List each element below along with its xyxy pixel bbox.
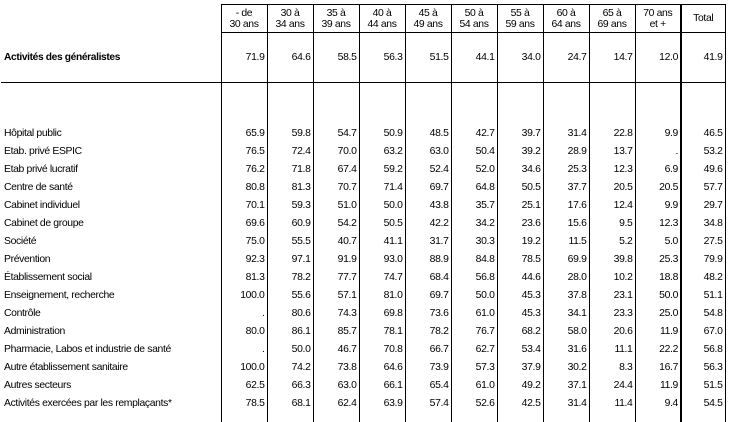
- cell-value: 49.2: [497, 376, 543, 394]
- cell-value: 27.5: [681, 232, 725, 250]
- cell-value: 50.0: [451, 286, 497, 304]
- cell-value: 39.8: [589, 250, 635, 268]
- cell-value: 42.5: [497, 394, 543, 412]
- cell-value: 67.4: [313, 160, 359, 178]
- cell-value: 57.4: [405, 394, 451, 412]
- cell-value: 68.4: [405, 268, 451, 286]
- cell-value: 52.4: [405, 160, 451, 178]
- cell-value: 16.7: [635, 358, 681, 376]
- cell-value: 74.3: [313, 304, 359, 322]
- cell-value: 5.2: [589, 232, 635, 250]
- cell-value: 64.6: [359, 358, 405, 376]
- cell-value: 28.9: [543, 142, 589, 160]
- row-label: Etab privé lucratif: [1, 160, 221, 178]
- column-header: 45 à 49 ans: [405, 5, 451, 33]
- spacer-row: [1, 83, 725, 125]
- cell-value: 11.9: [635, 322, 681, 340]
- cell-value: 23.6: [497, 214, 543, 232]
- cell-value: 62.5: [221, 376, 267, 394]
- cell-value: 30.3: [451, 232, 497, 250]
- cell-value: 20.5: [589, 178, 635, 196]
- cell-value: 57.7: [681, 178, 725, 196]
- header-row: [1, 5, 725, 33]
- table-row: [1, 232, 725, 250]
- table-row: [1, 340, 725, 358]
- cell-value: 52.0: [451, 160, 497, 178]
- cell-value: 66.3: [267, 376, 313, 394]
- summary-value: 71.9: [221, 33, 267, 83]
- cell-value: 11.5: [543, 232, 589, 250]
- cell-value: 63.0: [313, 376, 359, 394]
- cell-value: 19.2: [497, 232, 543, 250]
- column-header: 40 à 44 ans: [359, 5, 405, 33]
- cell-value: 88.9: [405, 250, 451, 268]
- cell-value: 53.2: [681, 142, 725, 160]
- summary-row: [1, 33, 725, 83]
- summary-label: Activités des généralistes: [1, 33, 221, 83]
- cell-value: 30.2: [543, 358, 589, 376]
- cell-value: 72.4: [267, 142, 313, 160]
- cell-value: 59.8: [267, 124, 313, 142]
- cell-value: 80.6: [267, 304, 313, 322]
- table-row: [1, 124, 725, 142]
- cell-value: 55.5: [267, 232, 313, 250]
- cell-value: 76.2: [221, 160, 267, 178]
- cell-value: 70.8: [359, 340, 405, 358]
- summary-value: 34.0: [497, 33, 543, 83]
- cell-value: 93.0: [359, 250, 405, 268]
- cell-value: 37.8: [543, 286, 589, 304]
- cell-value: 91.9: [313, 250, 359, 268]
- cell-value: 40.7: [313, 232, 359, 250]
- cell-value: 10.2: [589, 268, 635, 286]
- row-label: Autres secteurs: [1, 376, 221, 394]
- row-label: Cabinet individuel: [1, 196, 221, 214]
- cell-value: 23.3: [589, 304, 635, 322]
- cell-value: 62.7: [451, 340, 497, 358]
- table-row: [1, 196, 725, 214]
- cell-value: 54.8: [681, 304, 725, 322]
- column-header: Total: [681, 5, 725, 33]
- summary-value: 58.5: [313, 33, 359, 83]
- cell-value: 11.1: [589, 340, 635, 358]
- cell-value: 68.1: [267, 394, 313, 412]
- cell-value: 45.3: [497, 304, 543, 322]
- cell-value: 29.7: [681, 196, 725, 214]
- cell-value: 5.0: [635, 232, 681, 250]
- row-label: Activités exercées par les remplaçants*: [1, 394, 221, 412]
- cell-value: 78.2: [267, 268, 313, 286]
- cell-value: 70.0: [313, 142, 359, 160]
- cell-value: 49.6: [681, 160, 725, 178]
- cell-value: 22.2: [635, 340, 681, 358]
- cell-value: 84.8: [451, 250, 497, 268]
- cell-value: 37.1: [543, 376, 589, 394]
- cell-value: 100.0: [221, 358, 267, 376]
- cell-value: 78.5: [221, 394, 267, 412]
- row-label: Enseignement, recherche: [1, 286, 221, 304]
- summary-value: 64.6: [267, 33, 313, 83]
- row-label: Etab. privé ESPIC: [1, 142, 221, 160]
- cell-value: 28.0: [543, 268, 589, 286]
- cell-value: 85.7: [313, 322, 359, 340]
- cell-value: 25.3: [543, 160, 589, 178]
- cell-value: 11.4: [589, 394, 635, 412]
- cell-value: 79.9: [681, 250, 725, 268]
- cell-value: 92.3: [221, 250, 267, 268]
- cell-value: 25.0: [635, 304, 681, 322]
- cell-value: 63.2: [359, 142, 405, 160]
- column-header: 70 ans et +: [635, 5, 681, 33]
- column-header: 50 à 54 ans: [451, 5, 497, 33]
- cell-value: 57.1: [313, 286, 359, 304]
- cell-value: 48.2: [681, 268, 725, 286]
- cell-value: 46.5: [681, 124, 725, 142]
- cell-value: 22.8: [589, 124, 635, 142]
- cell-value: 12.3: [635, 214, 681, 232]
- cell-value: 69.7: [405, 286, 451, 304]
- cell-value: 24.4: [589, 376, 635, 394]
- cell-value: 71.8: [267, 160, 313, 178]
- cell-value: 17.6: [543, 196, 589, 214]
- cell-value: 60.9: [267, 214, 313, 232]
- cell-value: 66.1: [359, 376, 405, 394]
- cell-value: 73.8: [313, 358, 359, 376]
- cell-value: 34.1: [543, 304, 589, 322]
- cell-value: 73.9: [405, 358, 451, 376]
- column-header: 60 à 64 ans: [543, 5, 589, 33]
- table-row: [1, 160, 725, 178]
- cell-value: 50.5: [497, 178, 543, 196]
- cell-value: 51.5: [681, 376, 725, 394]
- cell-value: 25.1: [497, 196, 543, 214]
- cell-value: 35.7: [451, 196, 497, 214]
- table-row: [1, 268, 725, 286]
- table-row: [1, 394, 725, 412]
- cell-value: 67.0: [681, 322, 725, 340]
- cell-value: 41.1: [359, 232, 405, 250]
- cell-value: 61.0: [451, 304, 497, 322]
- row-label: Pharmacie, Labos et industrie de santé: [1, 340, 221, 358]
- cell-value: 73.6: [405, 304, 451, 322]
- cell-value: 50.0: [635, 286, 681, 304]
- row-label: Hôpital public: [1, 124, 221, 142]
- cell-value: 66.7: [405, 340, 451, 358]
- table-row: [1, 178, 725, 196]
- summary-value: 12.0: [635, 33, 681, 83]
- cell-value: 62.4: [313, 394, 359, 412]
- column-header: 35 à 39 ans: [313, 5, 359, 33]
- cell-value: 65.4: [405, 376, 451, 394]
- row-label: Prévention: [1, 250, 221, 268]
- table-row: [1, 376, 725, 394]
- cell-value: 69.6: [221, 214, 267, 232]
- cell-value: .: [221, 340, 267, 358]
- summary-value: 24.7: [543, 33, 589, 83]
- cell-value: 77.7: [313, 268, 359, 286]
- cell-value: 78.1: [359, 322, 405, 340]
- cell-value: 70.1: [221, 196, 267, 214]
- cell-value: 80.0: [221, 322, 267, 340]
- summary-value: 56.3: [359, 33, 405, 83]
- cell-value: 69.8: [359, 304, 405, 322]
- cell-value: 54.5: [681, 394, 725, 412]
- summary-value: 41.9: [681, 33, 725, 83]
- cell-value: 86.1: [267, 322, 313, 340]
- cell-value: 61.0: [451, 376, 497, 394]
- cell-value: 31.4: [543, 124, 589, 142]
- table-row: [1, 322, 725, 340]
- cell-value: 39.2: [497, 142, 543, 160]
- cell-value: 52.6: [451, 394, 497, 412]
- cell-value: 55.6: [267, 286, 313, 304]
- cell-value: 34.6: [497, 160, 543, 178]
- cell-value: 37.7: [543, 178, 589, 196]
- table-row: [1, 358, 725, 376]
- cell-value: 12.3: [589, 160, 635, 178]
- cell-value: 69.7: [405, 178, 451, 196]
- cell-value: 13.7: [589, 142, 635, 160]
- row-label: Établissement social: [1, 268, 221, 286]
- cell-value: 57.3: [451, 358, 497, 376]
- table-row: [1, 142, 725, 160]
- cell-value: 44.6: [497, 268, 543, 286]
- cell-value: 71.4: [359, 178, 405, 196]
- cell-value: 64.8: [451, 178, 497, 196]
- row-label: Contrôle: [1, 304, 221, 322]
- summary-value: 51.5: [405, 33, 451, 83]
- cell-value: .: [635, 142, 681, 160]
- age-group-table: [1, 4, 726, 422]
- cell-value: 50.5: [359, 214, 405, 232]
- row-label: Autre établissement sanitaire: [1, 358, 221, 376]
- row-label: Centre de santé: [1, 178, 221, 196]
- header-label-cell: [1, 5, 221, 33]
- cell-value: 56.8: [681, 340, 725, 358]
- column-header: - de 30 ans: [221, 5, 267, 33]
- cell-value: 81.3: [267, 178, 313, 196]
- cell-value: 74.7: [359, 268, 405, 286]
- table-row: [1, 286, 725, 304]
- cell-value: 9.9: [635, 124, 681, 142]
- cell-value: 100.0: [221, 286, 267, 304]
- tail-row: [1, 412, 725, 422]
- cell-value: 45.3: [497, 286, 543, 304]
- cell-value: 9.5: [589, 214, 635, 232]
- table-row: [1, 250, 725, 268]
- cell-value: 46.7: [313, 340, 359, 358]
- cell-value: 78.5: [497, 250, 543, 268]
- cell-value: 81.3: [221, 268, 267, 286]
- cell-value: 51.1: [681, 286, 725, 304]
- cell-value: 75.0: [221, 232, 267, 250]
- row-label: Cabinet de groupe: [1, 214, 221, 232]
- cell-value: 12.4: [589, 196, 635, 214]
- row-label: Société: [1, 232, 221, 250]
- cell-value: 34.8: [681, 214, 725, 232]
- cell-value: 68.2: [497, 322, 543, 340]
- cell-value: 37.9: [497, 358, 543, 376]
- cell-value: 31.7: [405, 232, 451, 250]
- cell-value: 63.9: [359, 394, 405, 412]
- cell-value: 80.8: [221, 178, 267, 196]
- cell-value: 65.9: [221, 124, 267, 142]
- column-header: 65 à 69 ans: [589, 5, 635, 33]
- cell-value: 9.9: [635, 196, 681, 214]
- cell-value: 59.3: [267, 196, 313, 214]
- cell-value: 56.3: [681, 358, 725, 376]
- cell-value: 70.7: [313, 178, 359, 196]
- cell-value: 54.2: [313, 214, 359, 232]
- cell-value: 50.9: [359, 124, 405, 142]
- cell-value: 81.0: [359, 286, 405, 304]
- cell-value: 6.9: [635, 160, 681, 178]
- cell-value: 69.9: [543, 250, 589, 268]
- cell-value: 51.0: [313, 196, 359, 214]
- cell-value: 39.7: [497, 124, 543, 142]
- cell-value: 15.6: [543, 214, 589, 232]
- cell-value: 42.7: [451, 124, 497, 142]
- cell-value: 42.2: [405, 214, 451, 232]
- cell-value: 34.2: [451, 214, 497, 232]
- cell-value: 59.2: [359, 160, 405, 178]
- summary-value: 14.7: [589, 33, 635, 83]
- cell-value: 11.9: [635, 376, 681, 394]
- cell-value: 50.4: [451, 142, 497, 160]
- cell-value: 97.1: [267, 250, 313, 268]
- cell-value: 31.6: [543, 340, 589, 358]
- cell-value: 48.5: [405, 124, 451, 142]
- cell-value: 54.7: [313, 124, 359, 142]
- cell-value: 18.8: [635, 268, 681, 286]
- cell-value: 53.4: [497, 340, 543, 358]
- column-header: 55 à 59 ans: [497, 5, 543, 33]
- cell-value: 20.6: [589, 322, 635, 340]
- row-label: Administration: [1, 322, 221, 340]
- cell-value: 63.0: [405, 142, 451, 160]
- cell-value: 50.0: [359, 196, 405, 214]
- cell-value: 43.8: [405, 196, 451, 214]
- cell-value: 31.4: [543, 394, 589, 412]
- cell-value: 9.4: [635, 394, 681, 412]
- cell-value: 76.5: [221, 142, 267, 160]
- cell-value: 23.1: [589, 286, 635, 304]
- cell-value: 20.5: [635, 178, 681, 196]
- cell-value: 76.7: [451, 322, 497, 340]
- table-row: [1, 304, 725, 322]
- cell-value: 78.2: [405, 322, 451, 340]
- cell-value: 25.3: [635, 250, 681, 268]
- table-row: [1, 214, 725, 232]
- cell-value: .: [221, 304, 267, 322]
- cell-value: 56.8: [451, 268, 497, 286]
- cell-value: 8.3: [589, 358, 635, 376]
- cell-value: 50.0: [267, 340, 313, 358]
- cell-value: 58.0: [543, 322, 589, 340]
- cell-value: 74.2: [267, 358, 313, 376]
- column-header: 30 à 34 ans: [267, 5, 313, 33]
- summary-value: 44.1: [451, 33, 497, 83]
